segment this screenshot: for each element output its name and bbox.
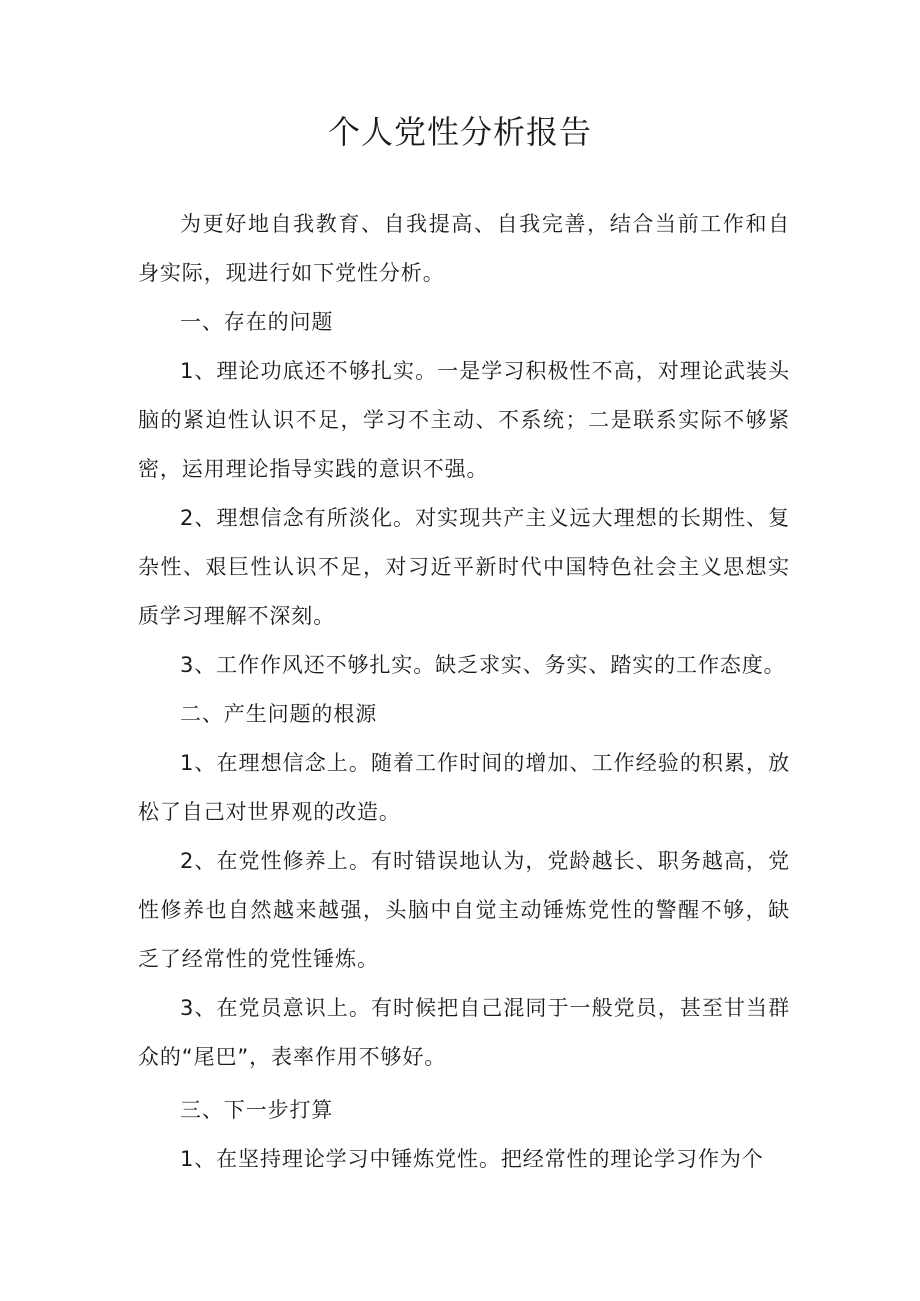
cause-item-3: 3、在党员意识上。有时候把自己混同于一般党员，甚至甘当群众的“尾巴”，表率作用不够好。 — [138, 996, 790, 1069]
plan-item-1: 1、在坚持理论学习中锤炼党性。把经常性的理论学习作为个 — [180, 1147, 764, 1171]
cause-item-2: 2、在党性修养上。有时错误地认为，党龄越长、职务越高，党性修养也自然越来越强，头脑中自觉主动锤炼党性的警醒不够，缺乏了经常性的党性锤炼。 — [138, 849, 790, 971]
document-title: 个人党性分析报告 — [327, 113, 592, 151]
document-body — [138, 200, 790, 1184]
section-heading-root-causes: 二、产生问题的根源 — [180, 702, 378, 726]
problem-item-2: 2、理想信念有所淡化。对实现共产主义远大理想的长期性、复杂性、艰巨性认识不足，对习近平新时代中国特色社会主义思想实质学习理解不深刻。 — [138, 506, 790, 628]
section-heading-problems: 一、存在的问题 — [180, 310, 334, 334]
intro-paragraph: 为更好地自我教育、自我提高、自我完善，结合当前工作和自身实际，现进行如下党性分析。 — [138, 212, 790, 285]
cause-item-1: 1、在理想信念上。随着工作时间的增加、工作经验的积累，放松了自己对世界观的改造。 — [138, 751, 790, 824]
problem-item-1: 1、理论功底还不够扎实。一是学习积极性不高，对理论武装头脑的紧迫性认识不足，学习不主动、不系统；二是联系实际不够紧密，运用理论指导实践的意识不强。 — [138, 359, 790, 481]
problem-item-3: 3、工作作风还不够扎实。缺乏求实、务实、踏实的工作态度。 — [180, 653, 786, 677]
section-heading-next-steps: 三、下一步打算 — [180, 1098, 334, 1122]
